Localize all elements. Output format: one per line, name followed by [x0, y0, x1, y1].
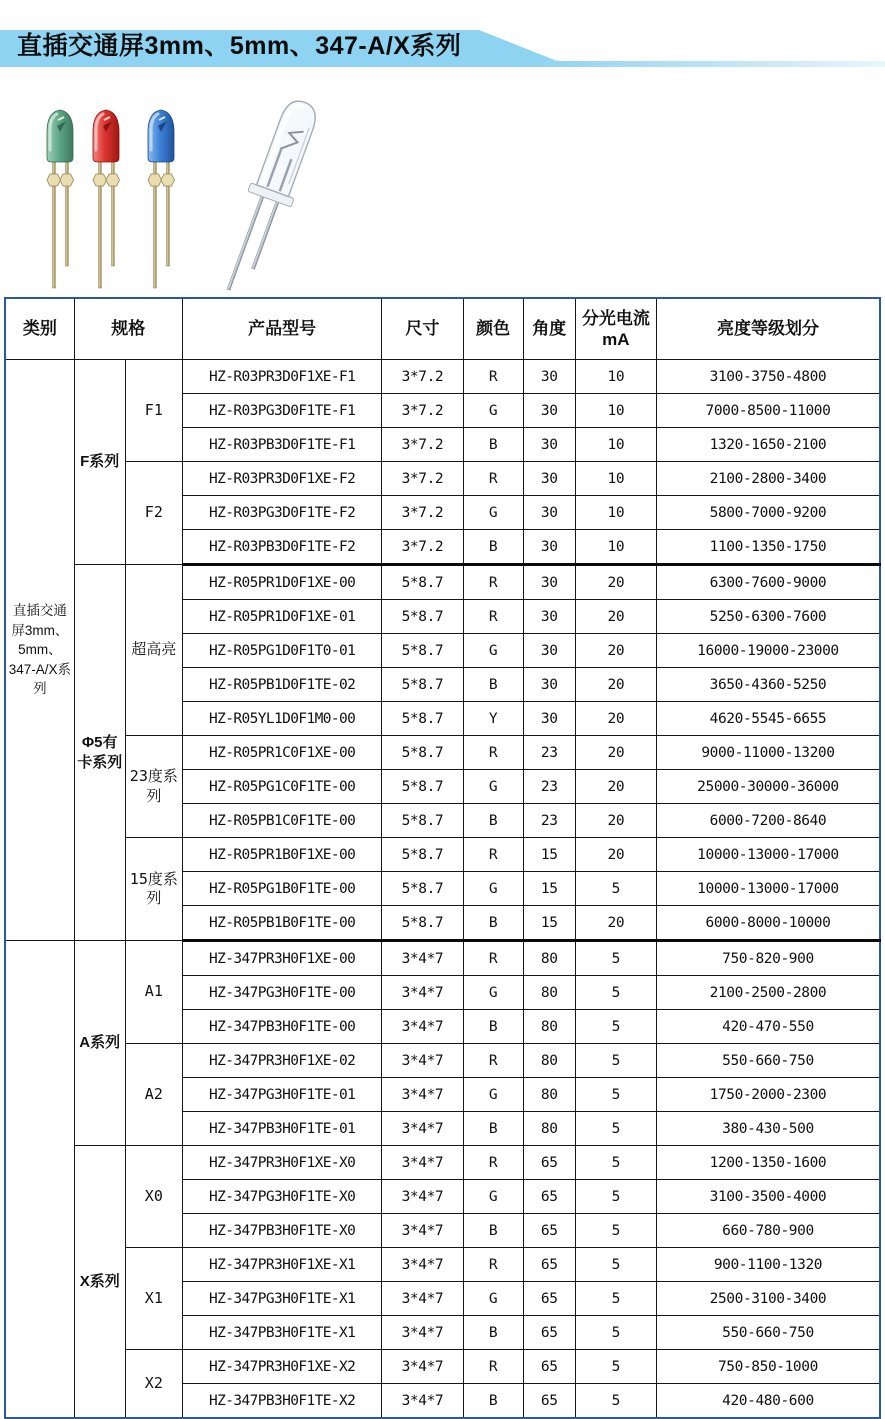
- model-cell: HZ-R03PG3D0F1TE-F1: [182, 394, 381, 428]
- size-cell: 3*4*7: [382, 1010, 463, 1044]
- current-cell: 20: [575, 600, 656, 634]
- spec-cell: 超高亮: [125, 565, 182, 736]
- spec-cell: X1: [125, 1248, 182, 1350]
- brightness-cell: 9000-11000-13200: [656, 736, 880, 770]
- color-cell: B: [463, 668, 523, 702]
- size-cell: 3*4*7: [382, 1112, 463, 1146]
- current-cell: 20: [575, 702, 656, 736]
- color-cell: B: [463, 1010, 523, 1044]
- brightness-cell: 1100-1350-1750: [656, 530, 880, 565]
- brightness-cell: 6000-8000-10000: [656, 906, 880, 941]
- model-cell: HZ-347PG3H0F1TE-01: [182, 1078, 381, 1112]
- table-row: [5, 565, 880, 600]
- header-angle: 角度: [523, 298, 575, 360]
- series-cell: Φ5有卡系列: [74, 565, 125, 941]
- spec-cell: 15度系列: [125, 838, 182, 941]
- header-model: 产品型号: [182, 298, 381, 360]
- color-cell: R: [463, 600, 523, 634]
- model-cell: HZ-347PR3H0F1XE-X2: [182, 1350, 381, 1384]
- current-cell: 20: [575, 804, 656, 838]
- size-cell: 5*8.7: [382, 668, 463, 702]
- header-color: 颜色: [463, 298, 523, 360]
- color-cell: R: [463, 736, 523, 770]
- brightness-cell: 6300-7600-9000: [656, 565, 880, 600]
- brightness-cell: 1200-1350-1600: [656, 1146, 880, 1180]
- color-cell: G: [463, 872, 523, 906]
- angle-cell: 65: [523, 1146, 575, 1180]
- series-cell: X系列: [74, 1146, 125, 1419]
- angle-cell: 30: [523, 496, 575, 530]
- angle-cell: 30: [523, 462, 575, 496]
- header-spec: 规格: [74, 298, 182, 360]
- angle-cell: 30: [523, 702, 575, 736]
- model-cell: HZ-R05PR1B0F1XE-00: [182, 838, 381, 872]
- spec-cell: A2: [125, 1044, 182, 1146]
- color-cell: R: [463, 360, 523, 394]
- angle-cell: 80: [523, 1078, 575, 1112]
- brightness-cell: 2100-2500-2800: [656, 976, 880, 1010]
- spec-cell: F2: [125, 462, 182, 565]
- color-cell: B: [463, 906, 523, 941]
- model-cell: HZ-R03PR3D0F1XE-F2: [182, 462, 381, 496]
- model-cell: HZ-R05PR1C0F1XE-00: [182, 736, 381, 770]
- size-cell: 5*8.7: [382, 600, 463, 634]
- size-cell: 3*4*7: [382, 1044, 463, 1078]
- model-cell: HZ-R03PR3D0F1XE-F1: [182, 360, 381, 394]
- size-cell: 3*4*7: [382, 1078, 463, 1112]
- angle-cell: 15: [523, 838, 575, 872]
- brightness-cell: 3650-4360-5250: [656, 668, 880, 702]
- angle-cell: 65: [523, 1384, 575, 1419]
- brightness-cell: 1320-1650-2100: [656, 428, 880, 462]
- angle-cell: 80: [523, 976, 575, 1010]
- color-cell: R: [463, 1350, 523, 1384]
- current-cell: 10: [575, 530, 656, 565]
- current-cell: 5: [575, 1384, 656, 1419]
- model-cell: HZ-347PG3H0F1TE-00: [182, 976, 381, 1010]
- current-cell: 5: [575, 1214, 656, 1248]
- current-cell: 10: [575, 360, 656, 394]
- angle-cell: 30: [523, 565, 575, 600]
- current-cell: 20: [575, 736, 656, 770]
- brightness-cell: 900-1100-1320: [656, 1248, 880, 1282]
- brightness-cell: 4620-5545-6655: [656, 702, 880, 736]
- table-header-row: [5, 298, 880, 360]
- angle-cell: 65: [523, 1316, 575, 1350]
- color-cell: B: [463, 1214, 523, 1248]
- current-cell: 5: [575, 1350, 656, 1384]
- page-title: 直插交通屏3mm、5mm、347-A/X系列: [17, 32, 462, 60]
- spec-cell: A1: [125, 941, 182, 1044]
- color-cell: R: [463, 1248, 523, 1282]
- size-cell: 3*4*7: [382, 1146, 463, 1180]
- model-cell: HZ-347PG3H0F1TE-X0: [182, 1180, 381, 1214]
- model-cell: HZ-347PR3H0F1XE-X1: [182, 1248, 381, 1282]
- table-row: [5, 838, 880, 872]
- color-cell: B: [463, 530, 523, 565]
- table-row: [5, 941, 880, 976]
- color-cell: Y: [463, 702, 523, 736]
- size-cell: 5*8.7: [382, 872, 463, 906]
- angle-cell: 30: [523, 394, 575, 428]
- angle-cell: 30: [523, 360, 575, 394]
- current-cell: 20: [575, 668, 656, 702]
- size-cell: 3*4*7: [382, 1384, 463, 1419]
- angle-cell: 65: [523, 1180, 575, 1214]
- angle-cell: 80: [523, 1112, 575, 1146]
- model-cell: HZ-347PR3H0F1XE-00: [182, 941, 381, 976]
- brightness-cell: 3100-3750-4800: [656, 360, 880, 394]
- angle-cell: 30: [523, 530, 575, 565]
- current-cell: 5: [575, 1146, 656, 1180]
- brightness-cell: 10000-13000-17000: [656, 872, 880, 906]
- angle-cell: 65: [523, 1282, 575, 1316]
- current-cell: 5: [575, 872, 656, 906]
- color-cell: R: [463, 1044, 523, 1078]
- color-cell: G: [463, 1078, 523, 1112]
- category-cell: 直插交通屏3mm、5mm、347-A/X系列: [5, 360, 74, 941]
- brightness-cell: 750-820-900: [656, 941, 880, 976]
- size-cell: 5*8.7: [382, 770, 463, 804]
- brightness-cell: 550-660-750: [656, 1316, 880, 1350]
- header-category: 类别: [5, 298, 74, 360]
- table-row: [5, 360, 880, 394]
- spec-cell: F1: [125, 360, 182, 462]
- spec-cell: X0: [125, 1146, 182, 1248]
- spec-table: [4, 297, 881, 1419]
- current-cell: 20: [575, 770, 656, 804]
- model-cell: HZ-R05PB1B0F1TE-00: [182, 906, 381, 941]
- table-row: [5, 462, 880, 496]
- spec-cell: 23度系列: [125, 736, 182, 838]
- current-cell: 10: [575, 428, 656, 462]
- current-cell: 20: [575, 906, 656, 941]
- color-cell: B: [463, 1384, 523, 1419]
- model-cell: HZ-R05PR1D0F1XE-00: [182, 565, 381, 600]
- current-cell: 5: [575, 1112, 656, 1146]
- brightness-cell: 6000-7200-8640: [656, 804, 880, 838]
- color-cell: G: [463, 634, 523, 668]
- color-cell: R: [463, 1146, 523, 1180]
- brightness-cell: 380-430-500: [656, 1112, 880, 1146]
- brightness-cell: 750-850-1000: [656, 1350, 880, 1384]
- model-cell: HZ-347PB3H0F1TE-00: [182, 1010, 381, 1044]
- current-cell: 20: [575, 838, 656, 872]
- led-product-photo: [0, 88, 885, 298]
- size-cell: 5*8.7: [382, 838, 463, 872]
- color-cell: R: [463, 565, 523, 600]
- table-row: [5, 1350, 880, 1384]
- current-cell: 5: [575, 941, 656, 976]
- current-cell: 5: [575, 1010, 656, 1044]
- size-cell: 3*4*7: [382, 1282, 463, 1316]
- current-cell: 5: [575, 1282, 656, 1316]
- model-cell: HZ-347PG3H0F1TE-X1: [182, 1282, 381, 1316]
- size-cell: 3*4*7: [382, 941, 463, 976]
- series-cell: A系列: [74, 941, 125, 1146]
- brightness-cell: 550-660-750: [656, 1044, 880, 1078]
- angle-cell: 80: [523, 1044, 575, 1078]
- model-cell: HZ-347PB3H0F1TE-X2: [182, 1384, 381, 1419]
- model-cell: HZ-R05PG1B0F1TE-00: [182, 872, 381, 906]
- brightness-cell: 10000-13000-17000: [656, 838, 880, 872]
- size-cell: 3*4*7: [382, 1214, 463, 1248]
- angle-cell: 30: [523, 668, 575, 702]
- size-cell: 5*8.7: [382, 634, 463, 668]
- color-cell: G: [463, 1180, 523, 1214]
- color-cell: B: [463, 428, 523, 462]
- angle-cell: 23: [523, 736, 575, 770]
- size-cell: 5*8.7: [382, 702, 463, 736]
- model-cell: HZ-R05PB1C0F1TE-00: [182, 804, 381, 838]
- model-cell: HZ-R05PG1C0F1TE-00: [182, 770, 381, 804]
- color-cell: R: [463, 462, 523, 496]
- red-3mm-led: [93, 110, 120, 288]
- angle-cell: 65: [523, 1214, 575, 1248]
- current-cell: 20: [575, 634, 656, 668]
- brightness-cell: 7000-8500-11000: [656, 394, 880, 428]
- angle-cell: 65: [523, 1350, 575, 1384]
- title-banner: [0, 30, 885, 67]
- brightness-cell: 16000-19000-23000: [656, 634, 880, 668]
- header-current: 分光电流mA: [575, 298, 656, 360]
- model-cell: HZ-347PB3H0F1TE-01: [182, 1112, 381, 1146]
- current-cell: 10: [575, 496, 656, 530]
- color-cell: B: [463, 804, 523, 838]
- brightness-cell: 3100-3500-4000: [656, 1180, 880, 1214]
- table-row: [5, 736, 880, 770]
- color-cell: B: [463, 1112, 523, 1146]
- color-cell: R: [463, 941, 523, 976]
- angle-cell: 30: [523, 428, 575, 462]
- spec-table-body: [5, 360, 880, 1419]
- color-cell: G: [463, 976, 523, 1010]
- header-size: 尺寸: [382, 298, 463, 360]
- size-cell: 3*4*7: [382, 976, 463, 1010]
- angle-cell: 15: [523, 906, 575, 941]
- current-cell: 20: [575, 565, 656, 600]
- color-cell: R: [463, 838, 523, 872]
- current-cell: 10: [575, 462, 656, 496]
- size-cell: 5*8.7: [382, 565, 463, 600]
- brightness-cell: 660-780-900: [656, 1214, 880, 1248]
- model-cell: HZ-R03PB3D0F1TE-F1: [182, 428, 381, 462]
- current-cell: 10: [575, 394, 656, 428]
- color-cell: B: [463, 1316, 523, 1350]
- size-cell: 3*4*7: [382, 1316, 463, 1350]
- series-cell: F系列: [74, 360, 125, 565]
- current-cell: 5: [575, 1248, 656, 1282]
- brightness-cell: 2500-3100-3400: [656, 1282, 880, 1316]
- size-cell: 5*8.7: [382, 906, 463, 941]
- size-cell: 3*4*7: [382, 1350, 463, 1384]
- brightness-cell: 2100-2800-3400: [656, 462, 880, 496]
- table-row: [5, 1146, 880, 1180]
- table-row: [5, 1248, 880, 1282]
- angle-cell: 80: [523, 941, 575, 976]
- header-brightness: 亮度等级划分: [656, 298, 880, 360]
- model-cell: HZ-R03PB3D0F1TE-F2: [182, 530, 381, 565]
- model-cell: HZ-R05PR1D0F1XE-01: [182, 600, 381, 634]
- model-cell: HZ-R05PG1D0F1T0-01: [182, 634, 381, 668]
- category-cell: [5, 941, 74, 1419]
- current-cell: 5: [575, 1044, 656, 1078]
- brightness-cell: 5250-6300-7600: [656, 600, 880, 634]
- brightness-cell: 420-470-550: [656, 1010, 880, 1044]
- model-cell: HZ-R03PG3D0F1TE-F2: [182, 496, 381, 530]
- angle-cell: 80: [523, 1010, 575, 1044]
- size-cell: 3*7.2: [382, 428, 463, 462]
- angle-cell: 15: [523, 872, 575, 906]
- current-cell: 5: [575, 1316, 656, 1350]
- brightness-cell: 1750-2000-2300: [656, 1078, 880, 1112]
- color-cell: G: [463, 770, 523, 804]
- current-cell: 5: [575, 1078, 656, 1112]
- angle-cell: 30: [523, 600, 575, 634]
- angle-cell: 30: [523, 634, 575, 668]
- brightness-cell: 420-480-600: [656, 1384, 880, 1419]
- model-cell: HZ-347PR3H0F1XE-X0: [182, 1146, 381, 1180]
- size-cell: 3*7.2: [382, 530, 463, 565]
- size-cell: 3*7.2: [382, 462, 463, 496]
- angle-cell: 65: [523, 1248, 575, 1282]
- brightness-cell: 25000-30000-36000: [656, 770, 880, 804]
- color-cell: G: [463, 394, 523, 428]
- angle-cell: 23: [523, 770, 575, 804]
- color-cell: G: [463, 496, 523, 530]
- brightness-cell: 5800-7000-9200: [656, 496, 880, 530]
- model-cell: HZ-347PB3H0F1TE-X1: [182, 1316, 381, 1350]
- model-cell: HZ-347PR3H0F1XE-02: [182, 1044, 381, 1078]
- clear-5mm-led: [214, 94, 326, 298]
- blue-3mm-led: [148, 110, 175, 288]
- size-cell: 3*4*7: [382, 1180, 463, 1214]
- spec-cell: X2: [125, 1350, 182, 1419]
- model-cell: HZ-R05YL1D0F1M0-00: [182, 702, 381, 736]
- color-cell: G: [463, 1282, 523, 1316]
- model-cell: HZ-R05PB1D0F1TE-02: [182, 668, 381, 702]
- size-cell: 3*7.2: [382, 360, 463, 394]
- table-row: [5, 1044, 880, 1078]
- angle-cell: 23: [523, 804, 575, 838]
- size-cell: 3*4*7: [382, 1248, 463, 1282]
- model-cell: HZ-347PB3H0F1TE-X0: [182, 1214, 381, 1248]
- size-cell: 3*7.2: [382, 394, 463, 428]
- size-cell: 5*8.7: [382, 804, 463, 838]
- current-cell: 5: [575, 1180, 656, 1214]
- size-cell: 5*8.7: [382, 736, 463, 770]
- size-cell: 3*7.2: [382, 496, 463, 530]
- current-cell: 5: [575, 976, 656, 1010]
- green-3mm-led: [47, 110, 74, 288]
